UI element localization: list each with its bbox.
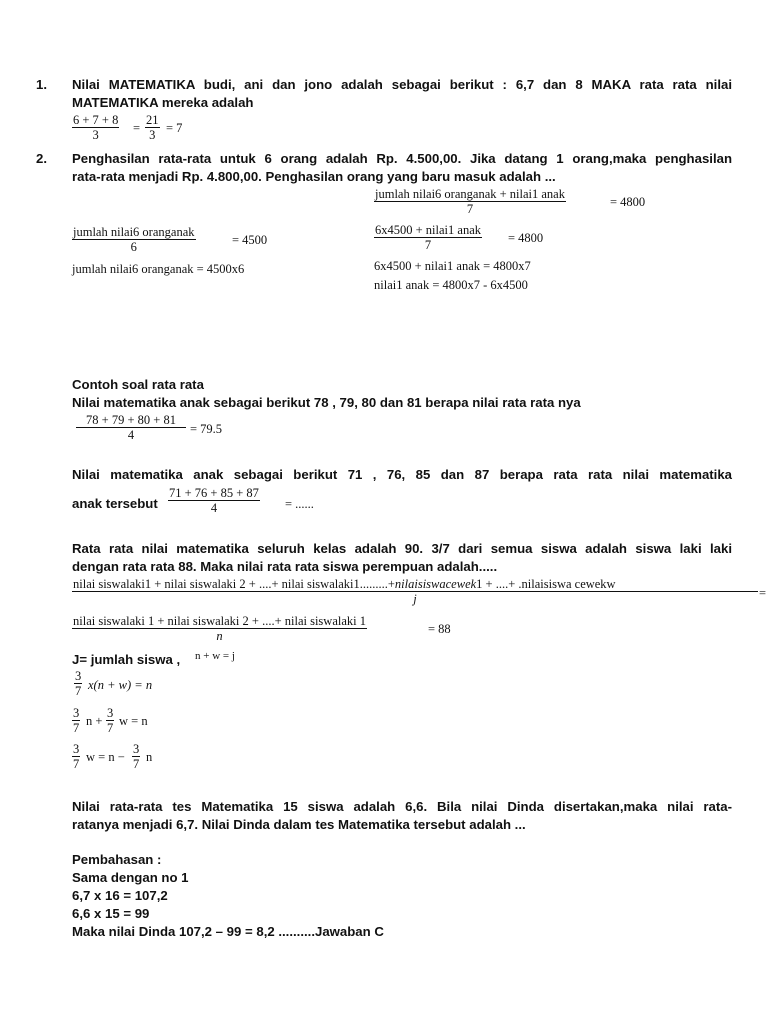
q2-equation-right-2-denominator: 7 (424, 238, 432, 252)
q1-fraction-21-denominator: 3 (149, 128, 156, 142)
q2-equation-left-1-denominator: 6 (130, 240, 137, 254)
question-1-line-1: Nilai MATEMATIKA budi, ani dan jono adalah sebagai berikut : 6,7 dan 8 MAKA rata rata nilai (72, 77, 732, 92)
ex3-eq2-denominator-1: 7 (73, 721, 80, 735)
q2-equation-left-1-rhs: = 4500 (232, 233, 268, 247)
ex3-eq1-rhs: x(n + w) = n (88, 678, 153, 692)
ex3-eq1-numerator: 3 (75, 669, 82, 683)
ex2-fraction-numerator: 71 + 76 + 85 + 87 (169, 486, 259, 500)
ex3-big-fraction-denominator: j (413, 592, 417, 606)
example-2-line-1: Nilai matematika anak sebagai berikut 71 , 76, 85 dan 87 berapa rata rata nilai matematika (72, 467, 732, 482)
ex1-result: = 79.5 (190, 422, 223, 436)
ex1-fraction (76, 413, 186, 442)
ex2-fraction (168, 486, 260, 515)
ex2-fraction-denominator: 4 (210, 501, 218, 515)
ex3-eq2-middle: n + (86, 714, 103, 728)
ex3-eq2-fraction-1 (72, 706, 80, 735)
ex3-eq3-middle: w = n − (86, 750, 125, 764)
ex3-big-fraction-numerator (72, 577, 758, 591)
question-2-number: 2. (36, 151, 47, 166)
example-3-line-2: dengan rata rata 88. Maka nilai rata rata siswa perempuan adalah..... (72, 559, 498, 574)
q1-equals: = (133, 121, 141, 135)
ex3-boys-fraction (72, 614, 367, 643)
q1-fraction-21-numerator: 21 (146, 113, 159, 127)
example-4-line-2: ratanya menjadi 6,7. Nilai Dinda dalam tes Matematika tersebut adalah ... (72, 817, 526, 832)
ex3-big-fraction (72, 577, 758, 606)
ex3-boys-fraction-rhs: = 88 (428, 622, 451, 636)
q1-result: = 7 (166, 121, 183, 135)
discussion-line-3: 6,6 x 15 = 99 (72, 906, 150, 921)
q2-equation-right-1-numerator: jumlah nilai6 oranganak + nilai1 anak (375, 187, 565, 201)
ex3-eq3-fraction-1 (72, 742, 80, 771)
ex3-j-formula: n + w = j (195, 650, 235, 662)
q1-fraction-sum-numerator: 6 + 7 + 8 (73, 113, 119, 127)
ex3-boys-fraction-denominator: n (216, 629, 223, 643)
example-3-line-1: Rata rata nilai matematika seluruh kelas adalah 90. 3/7 dari semua siswa adalah siswa laki laki (72, 541, 732, 556)
ex3-big-num-part-c: 1 + ....+ .nilaisiswa cewekw (476, 577, 616, 591)
question-2-line-1: Penghasilan rata-rata untuk 6 orang adalah Rp. 4.500,00. Jika datang 1 orang,maka penghasilan (72, 151, 732, 166)
ex3-boys-fraction-numerator: nilai siswalaki 1 + nilai siswalaki 2 + ....+ nilai siswalaki 1 (73, 614, 366, 628)
discussion-line-1: Sama dengan no 1 (72, 870, 189, 885)
q2-equation-right-4: nilai1 anak = 4800x7 - 6x4500 (374, 278, 528, 292)
discussion-heading: Pembahasan : (72, 852, 162, 867)
ex3-eq3-denominator-2: 7 (133, 757, 140, 771)
q2-equation-left-1-numerator: jumlah nilai6 oranganak (73, 225, 195, 239)
example-heading: Contoh soal rata rata (72, 377, 204, 392)
ex3-eq2-numerator-1: 3 (73, 706, 80, 720)
ex3-j-label: J= jumlah siswa , (72, 652, 181, 667)
ex2-result: = ...... (285, 497, 314, 511)
question-1-line-2: MATEMATIKA mereka adalah (72, 95, 254, 110)
ex3-big-fraction-rhs: = (759, 586, 767, 600)
q1-fraction-sum (72, 113, 119, 142)
ex3-big-num-part-a: nilai siswalaki1 + nilai siswalaki 2 + ....+ nilai siswalaki1.........+ (73, 577, 395, 591)
ex3-eq3-rhs: n (146, 750, 153, 764)
ex3-eq2-numerator-2: 3 (107, 706, 114, 720)
ex3-eq1-fraction (74, 669, 82, 698)
ex3-big-num-part-b: nilaisiswacewek (394, 577, 477, 591)
ex1-fraction-numerator: 78 + 79 + 80 + 81 (86, 413, 176, 427)
q1-fraction-sum-denominator: 3 (92, 128, 99, 142)
ex3-eq2-fraction-2 (106, 706, 114, 735)
q2-equation-right-1 (374, 187, 566, 216)
example-2-prefix: anak tersebut (72, 496, 158, 511)
ex3-eq3-numerator-1: 3 (73, 742, 80, 756)
ex1-fraction-denominator: 4 (127, 428, 135, 442)
ex3-eq1-denominator: 7 (75, 684, 82, 698)
discussion-answer: Maka nilai Dinda 107,2 – 99 = 8,2 ..........Jawaban C (72, 924, 384, 939)
example-1-line: Nilai matematika anak sebagai berikut 78 , 79, 80 dan 81 berapa nilai rata rata nya (72, 395, 581, 410)
ex3-eq3-numerator-2: 3 (133, 742, 140, 756)
q2-equation-right-2-numerator: 6x4500 + nilai1 anak (375, 223, 481, 237)
ex3-eq3-fraction-2 (132, 742, 140, 771)
q2-equation-right-1-rhs: = 4800 (610, 195, 646, 209)
q2-equation-right-2-rhs: = 4800 (508, 231, 544, 245)
question-2-line-2: rata-rata menjadi Rp. 4.800,00. Penghasilan orang yang baru masuk adalah ... (72, 169, 556, 184)
q2-equation-left-2: jumlah nilai6 oranganak = 4500x6 (72, 262, 245, 276)
example-4-line-1: Nilai rata-rata tes Matematika 15 siswa adalah 6,6. Bila nilai Dinda disertakan,maka nilai rata- (72, 799, 732, 814)
q2-equation-right-2 (374, 223, 482, 252)
discussion-line-2: 6,7 x 16 = 107,2 (72, 888, 168, 903)
ex3-eq2-rhs: w = n (119, 714, 148, 728)
q2-equation-right-1-denominator: 7 (466, 202, 474, 216)
q1-fraction-21 (145, 113, 160, 142)
ex3-eq3-denominator-1: 7 (73, 757, 80, 771)
q2-equation-left-1 (72, 225, 196, 254)
question-1-number: 1. (36, 77, 47, 92)
q2-equation-right-3: 6x4500 + nilai1 anak = 4800x7 (374, 259, 531, 273)
ex3-eq2-denominator-2: 7 (107, 721, 114, 735)
